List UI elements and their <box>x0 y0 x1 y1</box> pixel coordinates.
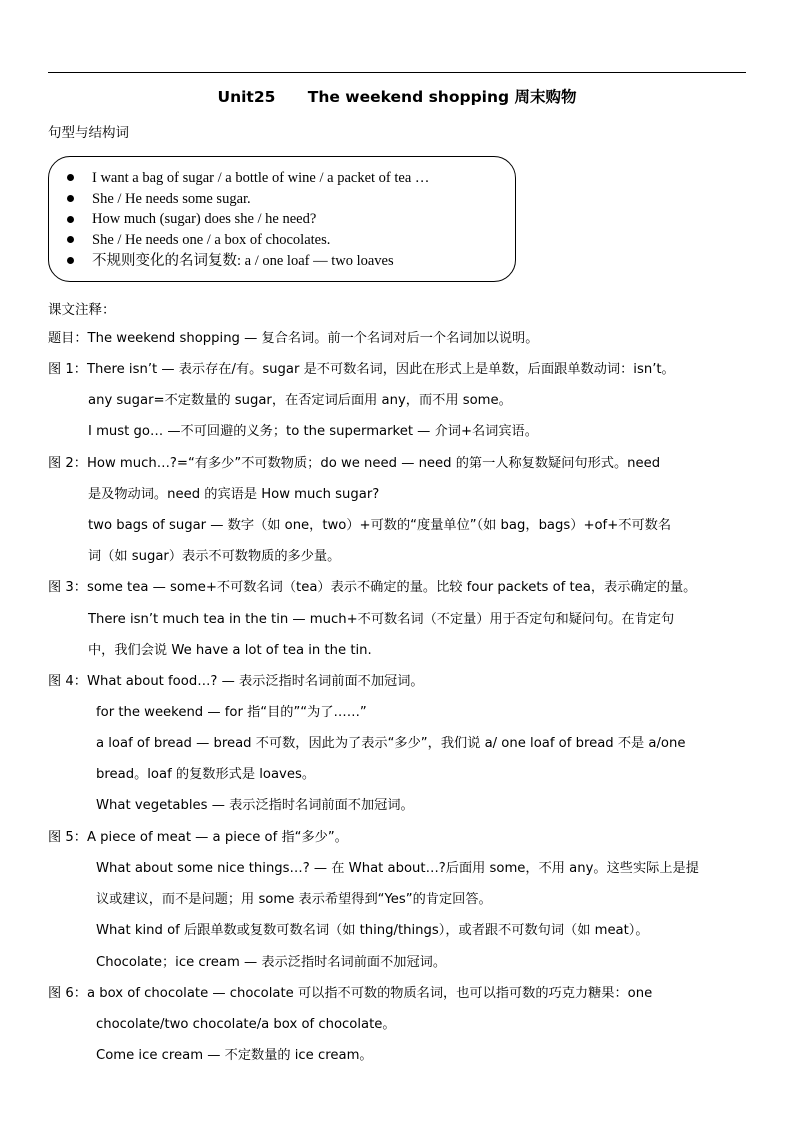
pattern-item: How much (sugar) does she / he need? <box>67 209 429 230</box>
note-line: 图 3：some tea — some+不可数名词（tea）表示不确定的量。比较 four packets of tea，表示确定的量。 <box>48 580 697 595</box>
note-line: 图 1：There isn’t — 表示存在/有。sugar 是不可数名词，因此在形式上是单数，后面跟单数动词：isn’t。 <box>48 362 675 377</box>
note-line: What vegetables — 表示泛指时名词前面不加冠词。 <box>96 798 414 813</box>
note-line: for the weekend — for 指“目的”“为了……” <box>96 705 367 720</box>
note-line: Chocolate；ice cream — 表示泛指时名词前面不加冠词。 <box>96 955 447 970</box>
pattern-item: She / He needs some sugar. <box>67 189 429 210</box>
page-title: Unit25 The weekend shopping 周末购物 <box>217 88 577 106</box>
note-line: I must go… —不可回避的义务；to the supermarket — 介词+名词宾语。 <box>88 424 538 439</box>
note-line: two bags of sugar — 数字（如 one，two）+可数的“度量单位”（如 bag，bags）+of+不可数名 <box>88 518 672 533</box>
note-line: 议或建议，而不是问题；用 some 表示希望得到“Yes”的肯定回答。 <box>96 892 492 907</box>
note-line: 题目：The weekend shopping — 复合名词。前一个名词对后一个名词加以说明。 <box>48 331 539 346</box>
note-line: any sugar=不定数量的 sugar，在否定词后面用 any，而不用 some。 <box>88 393 512 408</box>
note-line: 图 6：a box of chocolate — chocolate 可以指不可数的物质名词，也可以指可数的巧克力糖果：one <box>48 986 653 1001</box>
note-line: 词（如 sugar）表示不可数物质的多少量。 <box>88 549 341 564</box>
pattern-item: I want a bag of sugar / a bottle of wine / a packet of tea … <box>67 168 429 189</box>
note-line: There isn’t much tea in the tin — much+不可数名词（不定量）用于否定句和疑问句。在肯定句 <box>88 612 675 627</box>
notes-heading: 课文注释： <box>48 302 116 318</box>
note-line: What about some nice things…? — 在 What about…?后面用 some，不用 any。这些实际上是提 <box>96 861 699 876</box>
note-line: chocolate/two chocolate/a box of chocolate。 <box>96 1017 396 1032</box>
note-line: 图 5：A piece of meat — a piece of 指“多少”。 <box>48 830 348 845</box>
note-line: 是及物动词。need 的宾语是 How much sugar? <box>88 487 380 502</box>
pattern-item: She / He needs one / a box of chocolates. <box>67 230 429 251</box>
note-line: bread。loaf 的复数形式是 loaves。 <box>96 767 316 782</box>
note-line: What kind of 后跟单数或复数可数名词（如 thing/things），或者跟不可数句词（如 meat）。 <box>96 923 649 938</box>
note-line: Come ice cream — 不定数量的 ice cream。 <box>96 1048 373 1063</box>
note-line: 图 2：How much…?=“有多少”不可数物质；do we need — need 的第一人称复数疑问句形式。need <box>48 456 661 471</box>
pattern-item: 不规则变化的名词复数: a / one loaf — two loaves <box>67 251 429 272</box>
note-line: 图 4：What about food…? — 表示泛指时名词前面不加冠词。 <box>48 674 424 689</box>
section-subheading: 句型与结构词 <box>48 125 129 141</box>
note-line: 中，我们会说 We have a lot of tea in the tin. <box>88 643 372 658</box>
note-line: a loaf of bread — bread 不可数，因此为了表示“多少”，我们说 a/ one loaf of bread 不是 a/one <box>96 736 686 751</box>
